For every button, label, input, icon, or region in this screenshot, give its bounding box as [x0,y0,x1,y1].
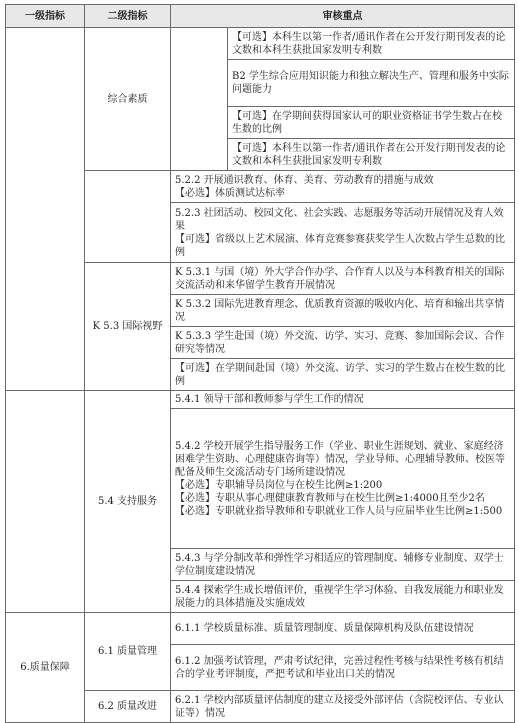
audit-item: K 5.3.1 与国（境）外大学合作办学、合作育人以及与本科教育相关的国际交流活动和来华留学生教育开展情况 [171,263,515,295]
level2-cell-empty [85,171,171,263]
audit-item: 5.4.3 与学分制改革和弹性学习相适应的管理制度、辅修专业制度、双学士学位制度建设情况 [171,549,515,581]
audit-line: 【必选】专职从事心理健康教育教师与在校生比例≥1:4000且至少2名 [175,492,485,504]
header-level2: 二级指标 [85,5,171,28]
level2-cell-support: 5.4 支持服务 [85,391,171,613]
audit-item: 6.2.1 学校内部质量评估制度的建立及接受外部评估（含院校评估、专业认证等）情况 [171,691,515,723]
header-level1: 一级指标 [6,5,85,28]
audit-item [171,203,515,263]
audit-item: 6.1.1 学校质量标准、质量管理制度、质量保障机构及队伍建设情况 [171,613,515,645]
table-row [6,391,515,409]
level2-cell-comprehensive: 综合素质 [85,28,171,171]
audit-line: 5.2.3 社团活动、校园文化、社会实践、志愿服务等活动开展情况及育人效果 [175,207,504,232]
header-audit-focus: 审核重点 [171,5,515,28]
audit-line: 【可选】省级以上艺术展演、体育竞赛参赛获奖学生人次数占学生总数的比例 [175,233,505,258]
audit-line: 【必选】专职辅导员岗位与在校生比例≥1:200 [175,479,383,491]
audit-item: 6.1.2 加强考试管理，严肃考试纪律，完善过程性考核与结果性考核有机结合的学业考评制度，严把考试和毕业出口关的情况 [171,645,515,691]
audit-item: 5.4.1 领导干部和教师参与学生工作的情况 [171,391,515,409]
audit-line: 5.2.2 开展通识教育、体育、美育、劳动教育的措施与成效 [175,174,434,186]
level2-cell-quality-management: 6.1 质量管理 [85,613,171,691]
audit-item: 5.4.4 探索学生成长增值评价，重视学生学习体验、自我发展能力和职业发展能力的具体措施及实施成效 [171,581,515,613]
audit-item: 【可选】在学期间获得国家认可的职业资格证书学生数占在校生数的比例 [228,107,515,139]
audit-item: 【可选】本科生以第一作者/通讯作者在公开发行期刊发表的论文数和本科生获批国家发明专利数 [228,139,515,171]
audit-table [5,4,515,723]
audit-item: B2 学生综合应用知识能力和独立解决生产、管理和服务中实际问题能力 [228,60,515,107]
audit-line: 【必选】体质测试达标率 [175,187,285,199]
level2-cell-quality-improvement: 6.2 质量改进 [85,691,171,723]
table-row [6,28,515,60]
level2-cell-international: K 5.3 国际视野 [85,263,171,391]
audit-item: 【可选】本科生以第一作者/通讯作者在公开发行期刊发表的论文数和本科生获批国家发明专利数 [228,28,515,60]
level1-cell-quality: 6.质量保障 [6,613,85,723]
audit-item [171,409,515,549]
table-row [6,613,515,645]
spacer-cell [171,28,228,171]
audit-item: 【可选】在学期间赴国（境）外交流、访学、实习的学生数占在校生数的比例 [171,359,515,391]
audit-item: K 5.3.2 国际先进教育理念、优质教育资源的吸收内化、培育和输出共享情况 [171,295,515,327]
audit-line: 【必选】专职就业指导教师和专职就业工作人员与应届毕业生比例≥1:500 [175,505,503,517]
audit-line: 5.4.2 学校开展学生指导服务工作（学业、职业生涯规划、就业、家庭经济困难学生资助、心理健康咨询等）情况，学业导师、心理辅导教师、校医等配备及师生交流活动专门场所建设情况 [175,440,505,478]
level1-cell-empty [6,391,85,613]
table-header-row [6,5,515,28]
audit-item: K 5.3.3 学生赴国（境）外交流、访学、实习、竞赛、参加国际会议、合作研究等情况 [171,327,515,359]
audit-item [171,171,515,203]
level1-cell-empty [6,28,85,391]
